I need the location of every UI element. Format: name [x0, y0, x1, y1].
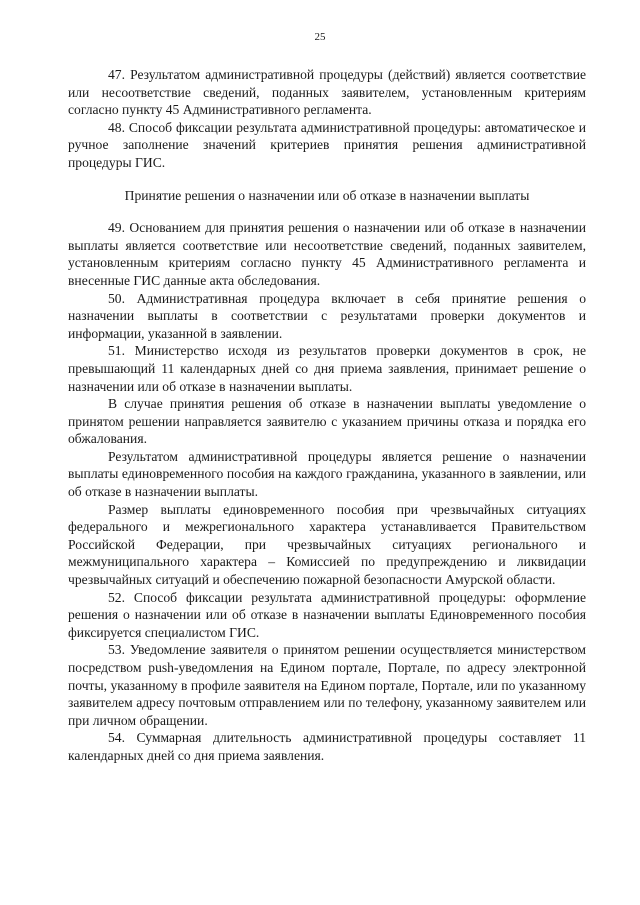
paragraph-54: 54. Суммарная длительность административной процедуры составляет 11 календарных дней со дня приема заявления. [68, 730, 586, 763]
paragraph-payment-amount: Размер выплаты единовременного пособия при чрезвычайных ситуациях федерального и межрегионального характера устанавливается Правительством Российской Федерации, при чрезвычайных ситуациях регионального и межмуниципального характера – Комиссией по предупреждению и ликвидации чрезвычайных ситуаций и обеспечению пожарной безопасности Амурской области. [68, 501, 586, 588]
page-number: 25 [314, 31, 326, 43]
paragraph-47: 47. Результатом административной процедуры (действий) является соответствие или несоответствие сведений, поданных заявителем, установленным критериям согласно пункту 45 Административного регламента. [68, 67, 586, 118]
paragraph-procedure-result: Результатом административной процедуры является решение о назначении выплаты единовременного пособия на каждого гражданина, указанного в заявлении, или об отказе в назначении выплаты. [68, 448, 586, 500]
paragraph-50: 50. Административная процедура включает в себя принятие решения о назначении выплаты в соответствии с результатами проверки документов и информации, указанной в заявлении. [68, 290, 586, 341]
section-heading: Принятие решения о назначении или об отказе в назначении выплаты [124, 187, 530, 203]
paragraph-49: 49. Основанием для принятия решения о назначении или об отказе в назначении выплаты является соответствие или несоответствие сведений, поданных заявителем, установленным критериям согласно пункту 45 Административного регламента и внесенные ГИС данные акта обследования. [68, 220, 586, 288]
paragraph-48: 48. Способ фиксации результата административной процедуры: автоматическое и ручное заполнение значений критериев принятия решения административной процедуры ГИС. [68, 119, 586, 170]
paragraph-refusal-notice: В случае принятия решения об отказе в назначении выплаты уведомление о принятом решении направляется заявителю с указанием причины отказа и порядка его обжалования. [68, 396, 586, 447]
paragraph-53: 53. Уведомление заявителя о принятом решении осуществляется министерством посредством push-уведомления на Едином портале, Портале, по адресу электронной почты, указанному в профиле заявителя на Едином портале, Портале, или по указанному заявителем адресу почтовым отправлением или по телефону, указанному заявителем или при личном обращении. [68, 642, 586, 728]
paragraph-51: 51. Министерство исходя из результатов проверки документов в срок, не превышающий 11 календарных дней со дня приема заявления, принимает решение о назначении или об отказе в назначении выплаты. [68, 343, 586, 394]
paragraph-52: 52. Способ фиксации результата административной процедуры: оформление решения о назначении или об отказе в назначении выплаты Единовременного пособия фиксируется специалистом ГИС. [68, 589, 586, 640]
document-body [68, 66, 586, 765]
